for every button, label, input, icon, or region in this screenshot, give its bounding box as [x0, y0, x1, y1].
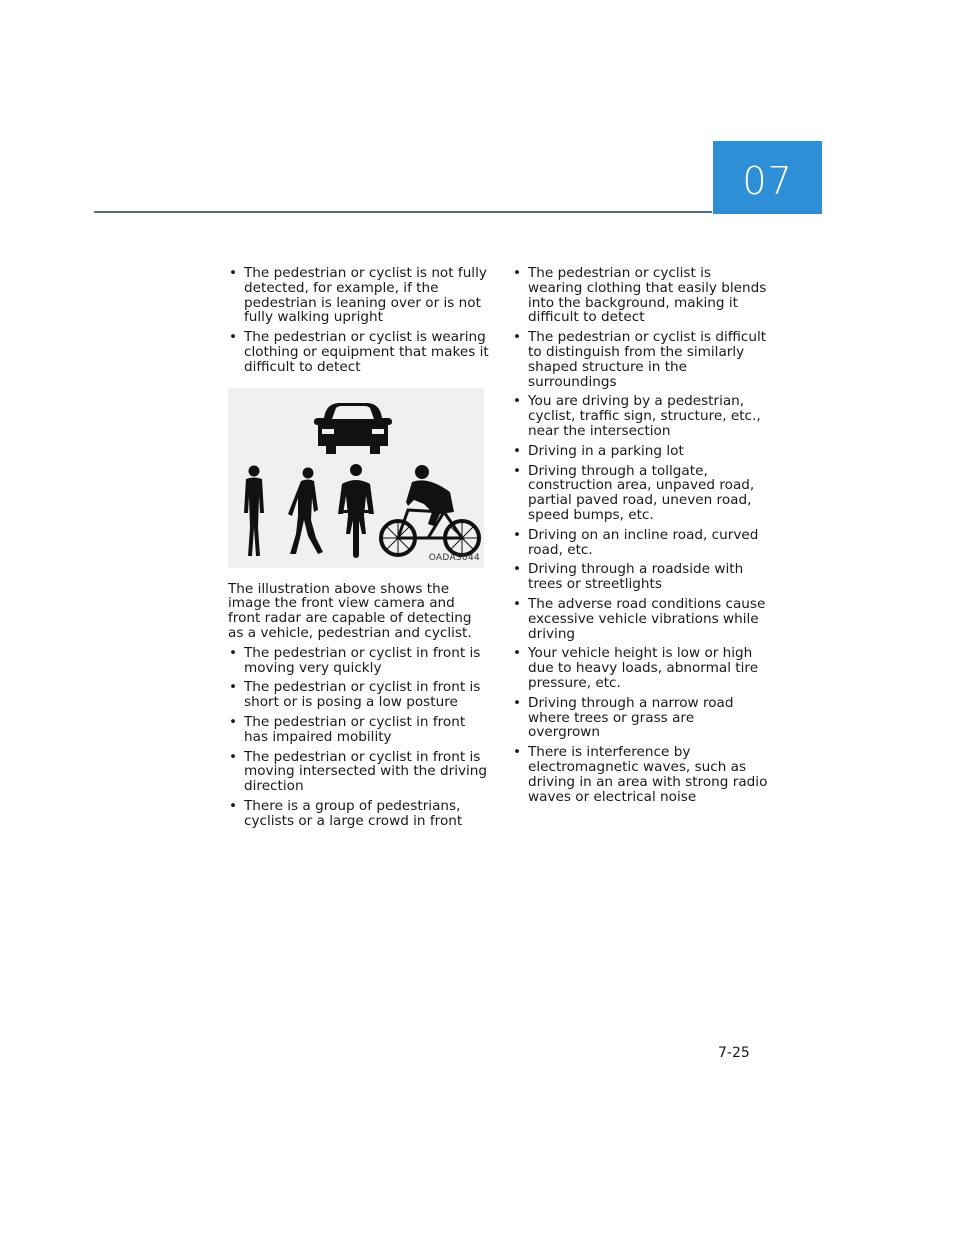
- page-number: 7-25: [718, 1045, 750, 1061]
- list-item: • Driving on an incline road, curved road, etc.: [513, 526, 759, 558]
- bullet-dot: •: [229, 265, 238, 281]
- illustration-graphic: [228, 388, 484, 568]
- list-item: • The pedestrian or cyclist is difficult to distinguish from the similarly shaped structure in the surroundings: [513, 329, 767, 390]
- list-item: • The pedestrian or cyclist is wearing clothing or equipment that makes it difficult to detect: [229, 329, 489, 375]
- list-item: • The pedestrian or cyclist in front is moving very quickly: [229, 644, 481, 676]
- list-item: • You are driving by a pedestrian, cyclist, traffic sign, structure, etc., near the intersection: [513, 393, 761, 439]
- bullet-dot: •: [513, 329, 522, 346]
- bullet-dot: •: [513, 265, 522, 281]
- list-item: • Driving through a narrow road where trees or grass are overgrown: [513, 694, 734, 741]
- list-item: • The pedestrian or cyclist is not fully detected, for example, if the pedestrian is leaning over or is not fully walking upright: [229, 265, 487, 326]
- bullet-dot: •: [513, 645, 522, 662]
- bullet-list-bottom: [228, 646, 490, 829]
- list-item: • There is a group of pedestrians, cyclists or a large crowd in front: [229, 797, 463, 829]
- list-item: • The pedestrian or cyclist is wearing clothing that easily blends into the background, making it difficult to detect: [513, 265, 767, 326]
- right-column: [512, 266, 768, 809]
- bullet-list-right: [512, 266, 768, 804]
- cyclist-side-icon: [381, 465, 479, 555]
- list-item: • The pedestrian or cyclist in front is moving intersected with the driving direction: [229, 748, 488, 795]
- list-item: • Your vehicle height is low or high due to heavy loads, abnormal tire pressure, etc.: [513, 645, 759, 691]
- bullet-dot: •: [229, 679, 238, 696]
- bullet-dot: •: [513, 526, 522, 543]
- bullet-dot: •: [513, 462, 522, 479]
- list-item: • Driving through a tollgate, construction area, unpaved road, partial paved road, uneven road, speed bumps, etc.: [513, 462, 755, 523]
- detection-illustration: [228, 388, 484, 568]
- list-item: • Driving through a roadside with trees or streetlights: [513, 561, 744, 593]
- bullet-dot: •: [513, 595, 522, 612]
- bullet-list-top: [228, 266, 490, 375]
- pedestrian-standing-icon: [244, 465, 264, 556]
- list-item: • The pedestrian or cyclist in front is short or is posing a low posture: [229, 679, 481, 711]
- left-column: [228, 266, 490, 834]
- bullet-dot: •: [229, 748, 238, 765]
- bullet-dot: •: [513, 442, 522, 459]
- bullet-dot: •: [229, 797, 238, 814]
- list-item: • The adverse road conditions cause excessive vehicle vibrations while driving: [513, 595, 766, 642]
- bullet-dot: •: [229, 644, 238, 661]
- list-item: • The pedestrian or cyclist in front has impaired mobility: [229, 713, 466, 745]
- cyclist-front-icon: [338, 464, 374, 558]
- bullet-dot: •: [229, 713, 238, 730]
- pedestrian-walking-icon: [288, 467, 323, 554]
- car-icon: [314, 403, 392, 454]
- list-item: • Driving in a parking lot: [513, 442, 684, 459]
- list-item: • There is interference by electromagnetic waves, such as driving in an area with strong radio waves or electrical noise: [513, 744, 768, 805]
- bullet-dot: •: [513, 744, 522, 761]
- header-rule: [94, 211, 712, 213]
- bullet-dot: •: [513, 694, 522, 711]
- bullet-dot: •: [513, 393, 522, 410]
- bullet-dot: •: [513, 561, 522, 578]
- bullet-dot: •: [229, 329, 238, 346]
- chapter-tab: 07: [713, 141, 822, 214]
- figure-description: The illustration above shows the image the front view camera and front radar are capable of detecting as a vehicle, pedestrian and cyclist.: [228, 580, 472, 641]
- figure-code: OADAS044: [428, 552, 480, 563]
